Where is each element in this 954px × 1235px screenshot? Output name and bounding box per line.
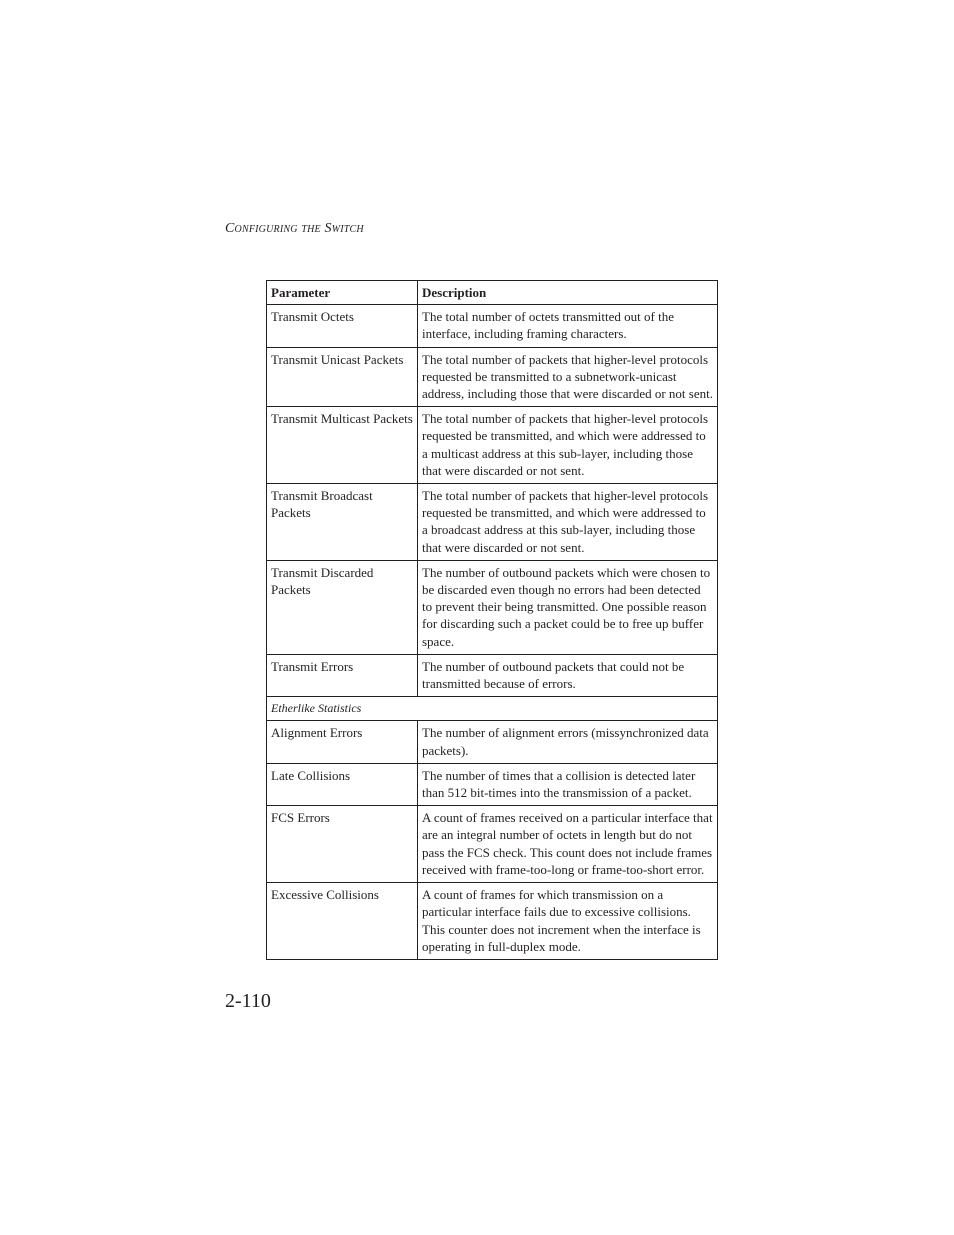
column-header-description: Description [418,281,718,305]
description-cell: The total number of packets that higher-level protocols requested be transmitted, and which were addressed to a multicast address at this sub-layer, including those that were discarded or not sent. [418,407,718,484]
parameter-cell: Transmit Multicast Packets [267,407,418,484]
table-header-row [267,281,718,305]
table-row [267,305,718,347]
parameter-cell: Transmit Unicast Packets [267,347,418,407]
table-row [267,883,718,960]
parameter-cell: Excessive Collisions [267,883,418,960]
parameter-cell: Transmit Errors [267,654,418,696]
description-cell: A count of frames received on a particular interface that are an integral number of octets in length but do not pass the FCS check. This count does not include frames received with frame-too-long or frame-too-short error. [418,806,718,883]
table-row [267,484,718,561]
parameter-cell: Transmit Discarded Packets [267,560,418,654]
parameter-table [266,280,718,960]
parameter-cell: Transmit Octets [267,305,418,347]
page-number: 2-110 [225,990,271,1012]
description-cell: A count of frames for which transmission on a particular interface fails due to excessive collisions. This counter does not increment when the interface is operating in full-duplex mode. [418,883,718,960]
parameter-cell: FCS Errors [267,806,418,883]
table-row [267,407,718,484]
description-cell: The number of times that a collision is detected later than 512 bit-times into the transmission of a packet. [418,763,718,805]
description-cell: The total number of octets transmitted out of the interface, including framing characters. [418,305,718,347]
table-row [267,347,718,407]
table-row [267,654,718,696]
table-row [267,721,718,763]
table-row [267,806,718,883]
parameter-cell: Alignment Errors [267,721,418,763]
parameter-cell: Late Collisions [267,763,418,805]
column-header-parameter: Parameter [267,281,418,305]
table-row [267,763,718,805]
section-label: Etherlike Statistics [267,697,718,721]
description-cell: The total number of packets that higher-level protocols requested be transmitted to a subnetwork-unicast address, including those that were discarded or not sent. [418,347,718,407]
description-cell: The number of outbound packets which were chosen to be discarded even though no errors had been detected to prevent their being transmitted. One possible reason for discarding such a packet could be to free up buffer space. [418,560,718,654]
description-cell: The total number of packets that higher-level protocols requested be transmitted, and which were addressed to a broadcast address at this sub-layer, including those that were discarded or not sent. [418,484,718,561]
table-row [267,560,718,654]
running-header: Configuring the Switch [225,221,364,236]
description-cell: The number of alignment errors (missynchronized data packets). [418,721,718,763]
section-row [267,697,718,721]
parameter-cell: Transmit Broadcast Packets [267,484,418,561]
description-cell: The number of outbound packets that could not be transmitted because of errors. [418,654,718,696]
